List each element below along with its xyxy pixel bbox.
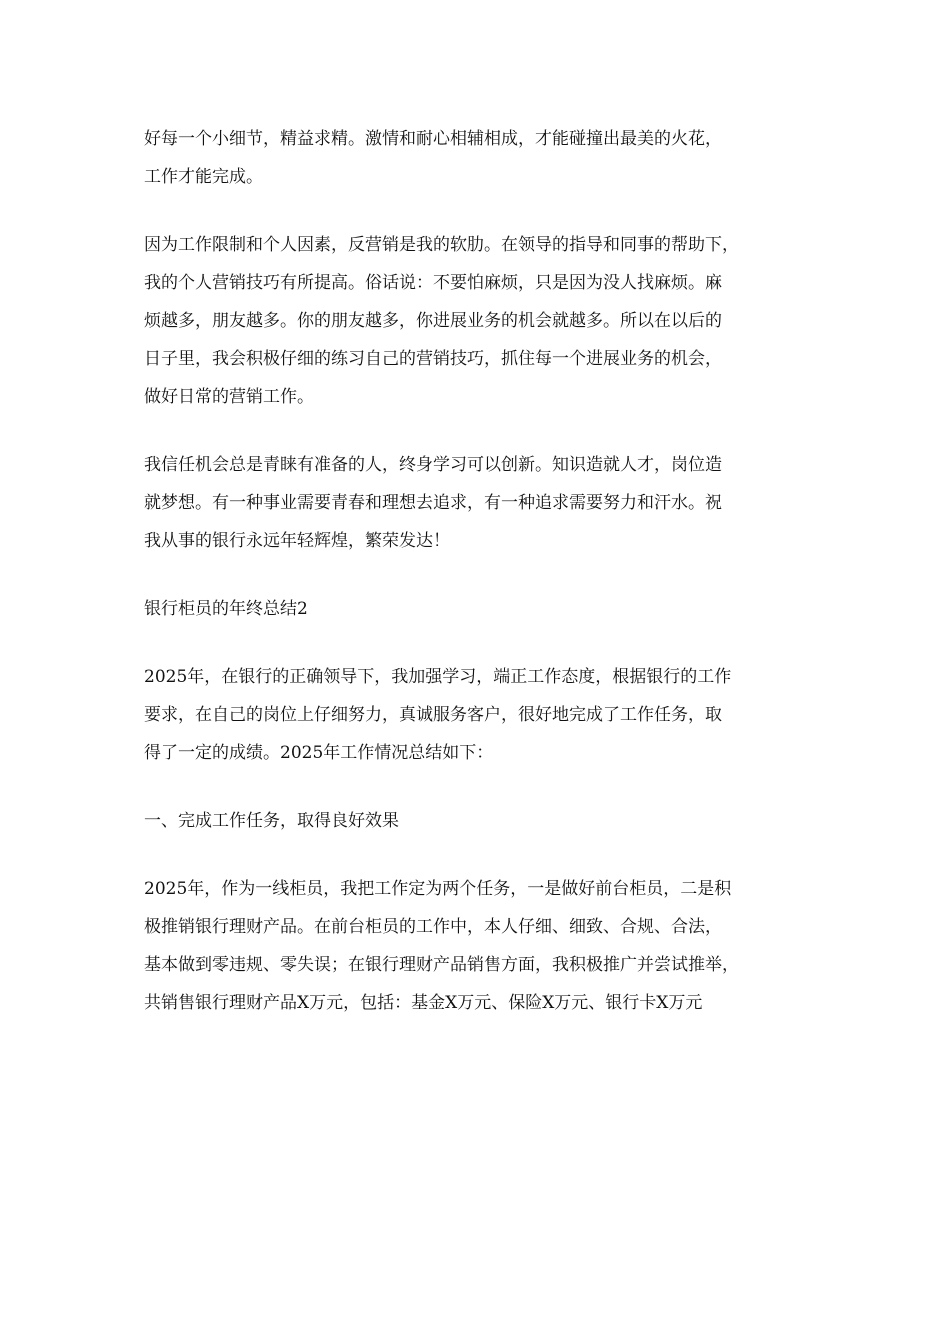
- text-line: 日子里，我会积极仔细的练习自己的营销技巧，抓住每一个进展业务的机会，: [144, 349, 722, 369]
- text-line: 做好日常的营销工作。: [144, 387, 314, 407]
- text-line: 共销售银行理财产品X万元，包括：基金X万元、保险X万元、银行卡X万元: [144, 993, 703, 1013]
- text-line: 我的个人营销技巧有所提高。俗话说：不要怕麻烦，只是因为没人找麻烦。麻: [144, 273, 722, 293]
- text-line: 我从事的银行永远年轻辉煌，繁荣发达！: [144, 531, 450, 551]
- paragraph-3: [144, 446, 824, 560]
- subsection-heading: [144, 802, 824, 840]
- section-heading: [144, 590, 824, 628]
- text-line: 2025年，作为一线柜员，我把工作定为两个任务，一是做好前台柜员，二是积: [144, 879, 732, 899]
- paragraph-5: [144, 870, 824, 1022]
- text-line: 我信任机会总是青睐有准备的人，终身学习可以创新。知识造就人才，岗位造: [144, 455, 722, 475]
- text-line: 就梦想。有一种事业需要青春和理想去追求，有一种追求需要努力和汗水。祝: [144, 493, 722, 513]
- heading-line: 一、完成工作任务，取得良好效果: [144, 811, 399, 831]
- text-line: 2025年，在银行的正确领导下，我加强学习，端正工作态度，根据银行的工作: [144, 667, 732, 687]
- paragraph-4: [144, 658, 824, 772]
- text-line: 因为工作限制和个人因素，反营销是我的软肋。在领导的指导和同事的帮助下，: [144, 235, 739, 255]
- document-body: [144, 120, 824, 1052]
- text-line: 得了一定的成绩。2025年工作情况总结如下：: [144, 743, 494, 763]
- text-line: 极推销银行理财产品。在前台柜员的工作中，本人仔细、细致、合规、合法，: [144, 917, 722, 937]
- paragraph-2: [144, 226, 824, 416]
- text-line: 烦越多，朋友越多。你的朋友越多，你进展业务的机会就越多。所以在以后的: [144, 311, 722, 331]
- text-line: 工作才能完成。: [144, 167, 263, 187]
- paragraph-1: [144, 120, 824, 196]
- text-line: 好每一个小细节，精益求精。激情和耐心相辅相成，才能碰撞出最美的火花，: [144, 129, 722, 149]
- text-line: 要求，在自己的岗位上仔细努力，真诚服务客户，很好地完成了工作任务，取: [144, 705, 722, 725]
- heading-line: 银行柜员的年终总结2: [144, 599, 308, 619]
- text-line: 基本做到零违规、零失误；在银行理财产品销售方面，我积极推广并尝试推举，: [144, 955, 739, 975]
